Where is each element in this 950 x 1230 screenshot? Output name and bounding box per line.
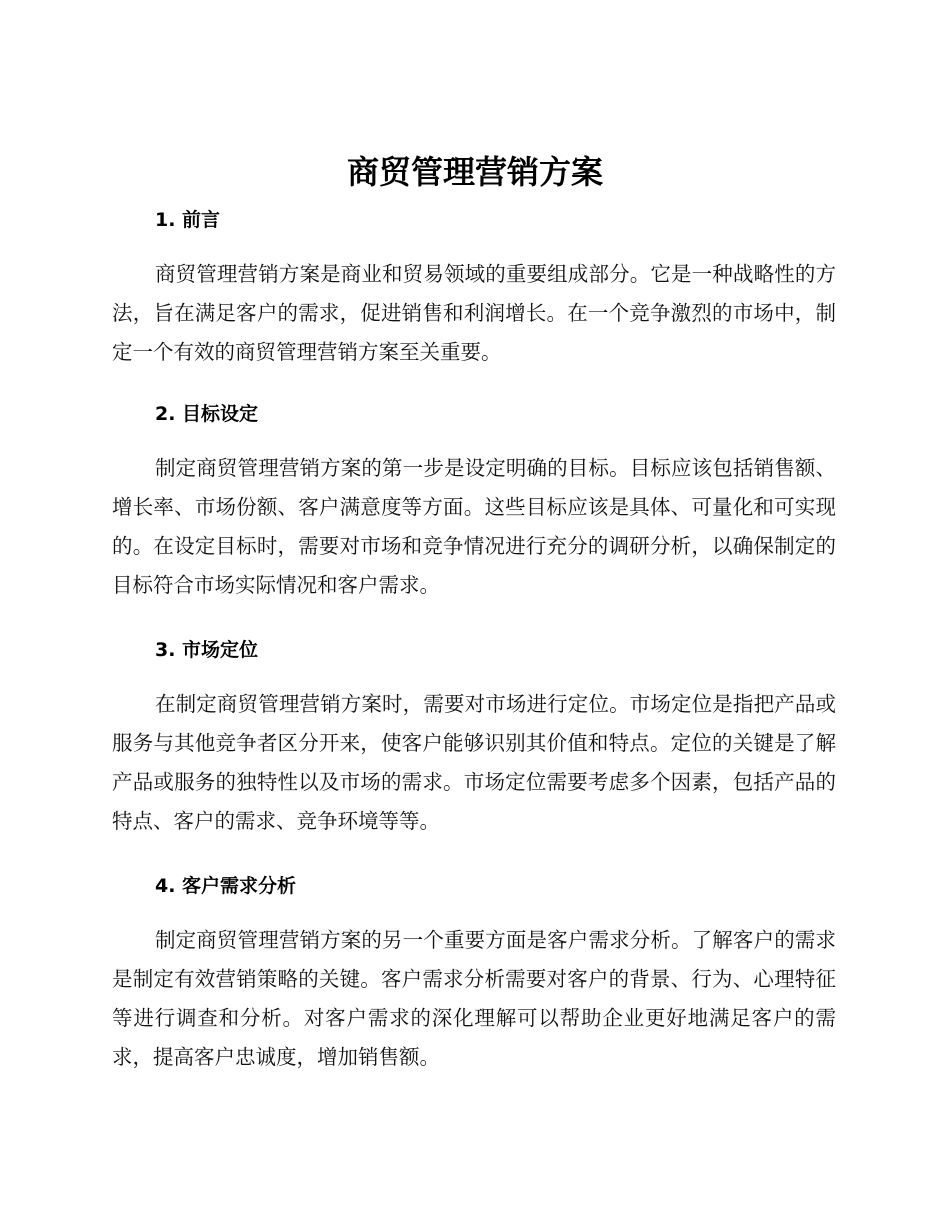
section-body-customer-needs: 制定商贸管理营销方案的另一个重要方面是客户需求分析。了解客户的需求是制定有效营销策略的关键。客户需求分析需要对客户的背景、行为、心理特征等进行调查和分析。对客户需求的深化理解可以帮助企业更好地满足客户的需求，提高客户忠诚度，增加销售额。 bbox=[112, 928, 836, 1069]
section-body-market-positioning: 在制定商贸管理营销方案时，需要对市场进行定位。市场定位是指把产品或服务与其他竞争者区分开来，使客户能够识别其价值和特点。定位的关键是了解产品或服务的独特性以及市场的需求。市场定位需要考虑多个因素，包括产品的特点、客户的需求、竞争环境等等。 bbox=[112, 692, 836, 833]
section-body-preface: 商贸管理营销方案是商业和贸易领域的重要组成部分。它是一种战略性的方法，旨在满足客户的需求，促进销售和利润增长。在一个竞争激烈的市场中，制定一个有效的商贸管理营销方案至关重要。 bbox=[112, 262, 836, 364]
document-title: 商贸管理营销方案 bbox=[346, 153, 603, 191]
section-heading-customer-needs: 4. 客户需求分析 bbox=[155, 875, 297, 897]
section-heading-preface: 1. 前言 bbox=[155, 209, 221, 231]
section-heading-market-positioning: 3. 市场定位 bbox=[155, 639, 259, 661]
section-heading-goal-setting: 2. 目标设定 bbox=[155, 403, 259, 425]
section-body-goal-setting: 制定商贸管理营销方案的第一步是设定明确的目标。目标应该包括销售额、增长率、市场份额、客户满意度等方面。这些目标应该是具体、可量化和可实现的。在设定目标时，需要对市场和竞争情况进行充分的调研分析，以确保制定的目标符合市场实际情况和客户需求。 bbox=[112, 456, 836, 597]
